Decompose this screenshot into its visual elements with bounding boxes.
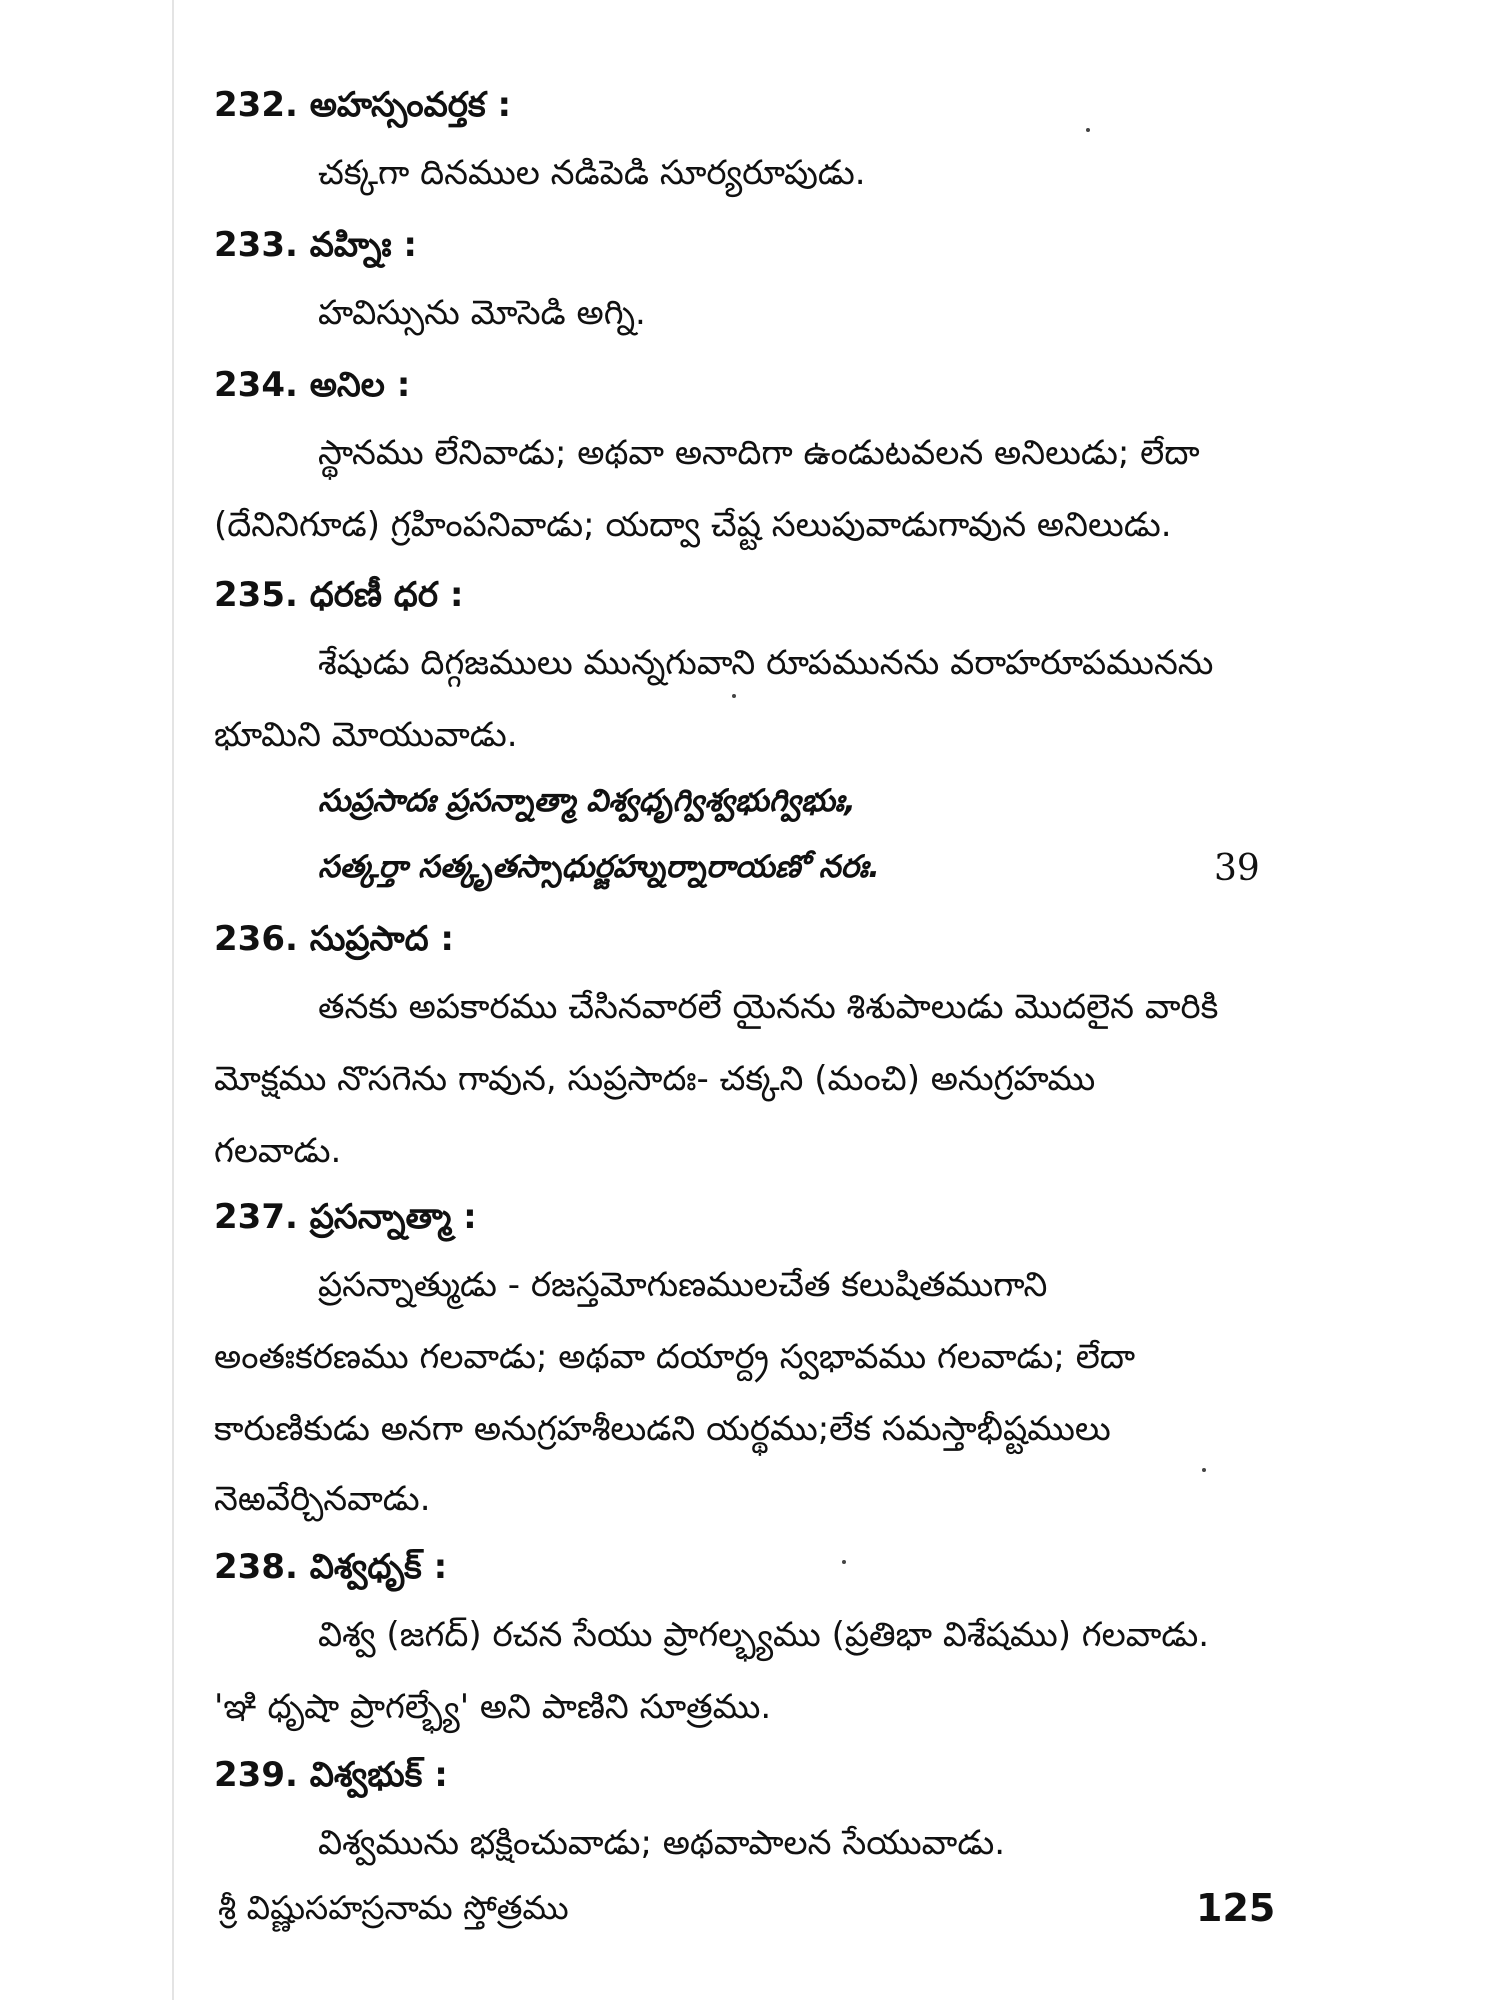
- entry-text: భూమిని మోయువాడు.: [214, 715, 518, 755]
- entry-text: హవిస్సును మోసెడి అగ్ని.: [318, 293, 646, 333]
- verse-line-2: సత్కర్తా సత్కృతస్సాధుర్జహ్నుర్నారాయణో నరః.: [318, 849, 880, 885]
- scan-speck: [1202, 1468, 1206, 1472]
- entry-text: విశ్వ (జగద్) రచన సేయు ప్రాగల్భ్యము (ప్రతిభా విశేషము) గలవాడు.: [318, 1615, 1210, 1655]
- entry-heading: 235. ధరణీ ధర :: [214, 575, 464, 615]
- scan-speck: [732, 694, 736, 698]
- entry-heading: 238. విశ్వధృక్ :: [214, 1547, 448, 1587]
- verse-line-1: సుప్రసాదః ప్రసన్నాత్మా విశ్వధృగ్విశ్వభుగ్విభుః,: [318, 783, 856, 819]
- entry-heading: 239. విశ్వభుక్ :: [214, 1755, 448, 1795]
- page-number: 125: [1196, 1886, 1276, 1930]
- entry-text: మోక్షము నొసగెను గావున, సుప్రసాదః- చక్కని (మంచి) అనుగ్రహము: [214, 1059, 1096, 1099]
- scan-speck: [842, 1560, 846, 1564]
- entry-text: తనకు అపకారము చేసినవారలే యైనను శిశుపాలుడు మొదలైన వారికి: [318, 987, 1219, 1027]
- entry-text: 'ఞి ధృషా ప్రాగల్భ్యే' అని పాణిని సూత్రము.: [214, 1687, 772, 1727]
- entry-heading: 236. సుప్రసాద :: [214, 919, 455, 959]
- entry-text: ప్రసన్నాత్ముడు - రజస్తమోగుణములచేత కలుషితముగాని: [318, 1265, 1048, 1305]
- verse-number: 39: [1214, 848, 1260, 889]
- entry-text: (దేనినిగూడ) గ్రహింపనివాడు; యద్వా చేష్ట సలుపువాడుగావున అనిలుడు.: [214, 505, 1172, 545]
- entry-text: విశ్వమును భక్షించువాడు; అథవాపాలన సేయువాడు.: [318, 1823, 1006, 1863]
- entry-text: అంతఃకరణము గలవాడు; అథవా దయార్ద్ర స్వభావము గలవాడు; లేదా: [214, 1337, 1136, 1377]
- entry-heading: 237. ప్రసన్నాత్మా :: [214, 1197, 477, 1237]
- entry-heading: 232. అహస్సంవర్తక :: [214, 85, 512, 125]
- scan-speck: [1086, 128, 1090, 132]
- entry-text: గలవాడు.: [214, 1131, 342, 1171]
- entry-text: కారుణికుడు అనగా అనుగ్రహశీలుడని యర్థము;లేక సమస్తాభీష్టములు: [214, 1409, 1111, 1449]
- page-gutter-line: [172, 0, 174, 2000]
- book-title-footer: శ్రీ విష్ణుసహస్రనామ స్తోత్రము: [218, 1888, 569, 1927]
- entry-heading: 233. వహ్నిః :: [214, 225, 417, 265]
- entry-text: చక్కగా దినముల నడిపెడి సూర్యరూపుడు.: [318, 153, 866, 193]
- entry-text: శేషుడు దిగ్గజములు మున్నగువాని రూపమునను వరాహరూపమునను: [318, 643, 1214, 683]
- entry-heading: 234. అనిల :: [214, 365, 411, 405]
- entry-text: నెఱవేర్చినవాడు.: [214, 1479, 431, 1519]
- entry-text: స్థానము లేనివాడు; అథవా అనాదిగా ఉండుటవలన అనిలుడు; లేదా: [318, 433, 1200, 473]
